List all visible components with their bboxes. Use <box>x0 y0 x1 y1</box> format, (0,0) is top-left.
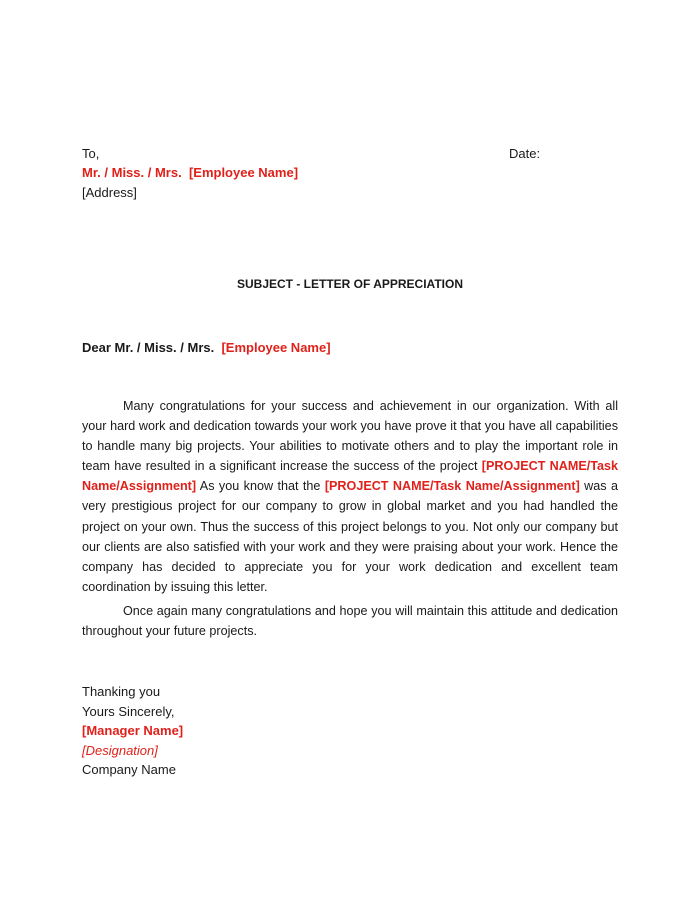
project-placeholder-2: [PROJECT NAME/Task Name/Assignment] <box>324 479 580 494</box>
thanks-line: Thanking you <box>82 684 161 699</box>
para1-text-1: Many congratulations for your success and achievement in our organization. With all your hard work and dedication towards your work you have prove it that you have all capabilities to handle many big projects. Your abilities to motivate others and to play the important role in team have resulted in a significant increase the success of the project <box>82 399 618 474</box>
designation-placeholder: [Designation] <box>82 742 158 758</box>
company-name: Company Name <box>82 762 176 777</box>
recipient-line <box>82 163 618 182</box>
body-paragraph-1 <box>82 396 618 597</box>
body-paragraph-2: Once again many congratulations and hope you will maintain this attitude and dedication throughout your future projects. <box>82 604 618 639</box>
salutation-prefix: Dear Mr. / Miss. / Mrs. <box>82 340 215 355</box>
recipient-name-placeholder: [Employee Name] <box>188 165 299 180</box>
sign-off-line: Yours Sincerely, <box>82 703 175 719</box>
para1-text-2: As you know that the <box>196 479 325 494</box>
salutation-name-placeholder: [Employee Name] <box>221 340 331 355</box>
to-label: To, <box>82 146 100 161</box>
salutation <box>82 338 618 357</box>
para1-text-3: was a very prestigious project for our company to grow in global market and you had handled the project on your own. Thus the success of this project belongs to you. Not only our company but our clients are also satisfied with your work and they were praising about your work. Hence the company has decided to appreciate you for your work dedication and excellent team coordination by issuing this letter. <box>82 479 619 594</box>
manager-name-placeholder: [Manager Name] <box>82 723 184 738</box>
recipient-prefix: Mr. / Miss. / Mrs. <box>82 165 182 180</box>
project-placeholder-1: [PROJECT NAME/Task Name/Assignment] <box>82 459 618 494</box>
address-placeholder: [Address] <box>82 185 137 200</box>
closing-block <box>82 682 618 780</box>
subject-heading: SUBJECT - LETTER OF APPRECIATION <box>236 277 463 291</box>
date-label: Date: <box>509 146 541 161</box>
